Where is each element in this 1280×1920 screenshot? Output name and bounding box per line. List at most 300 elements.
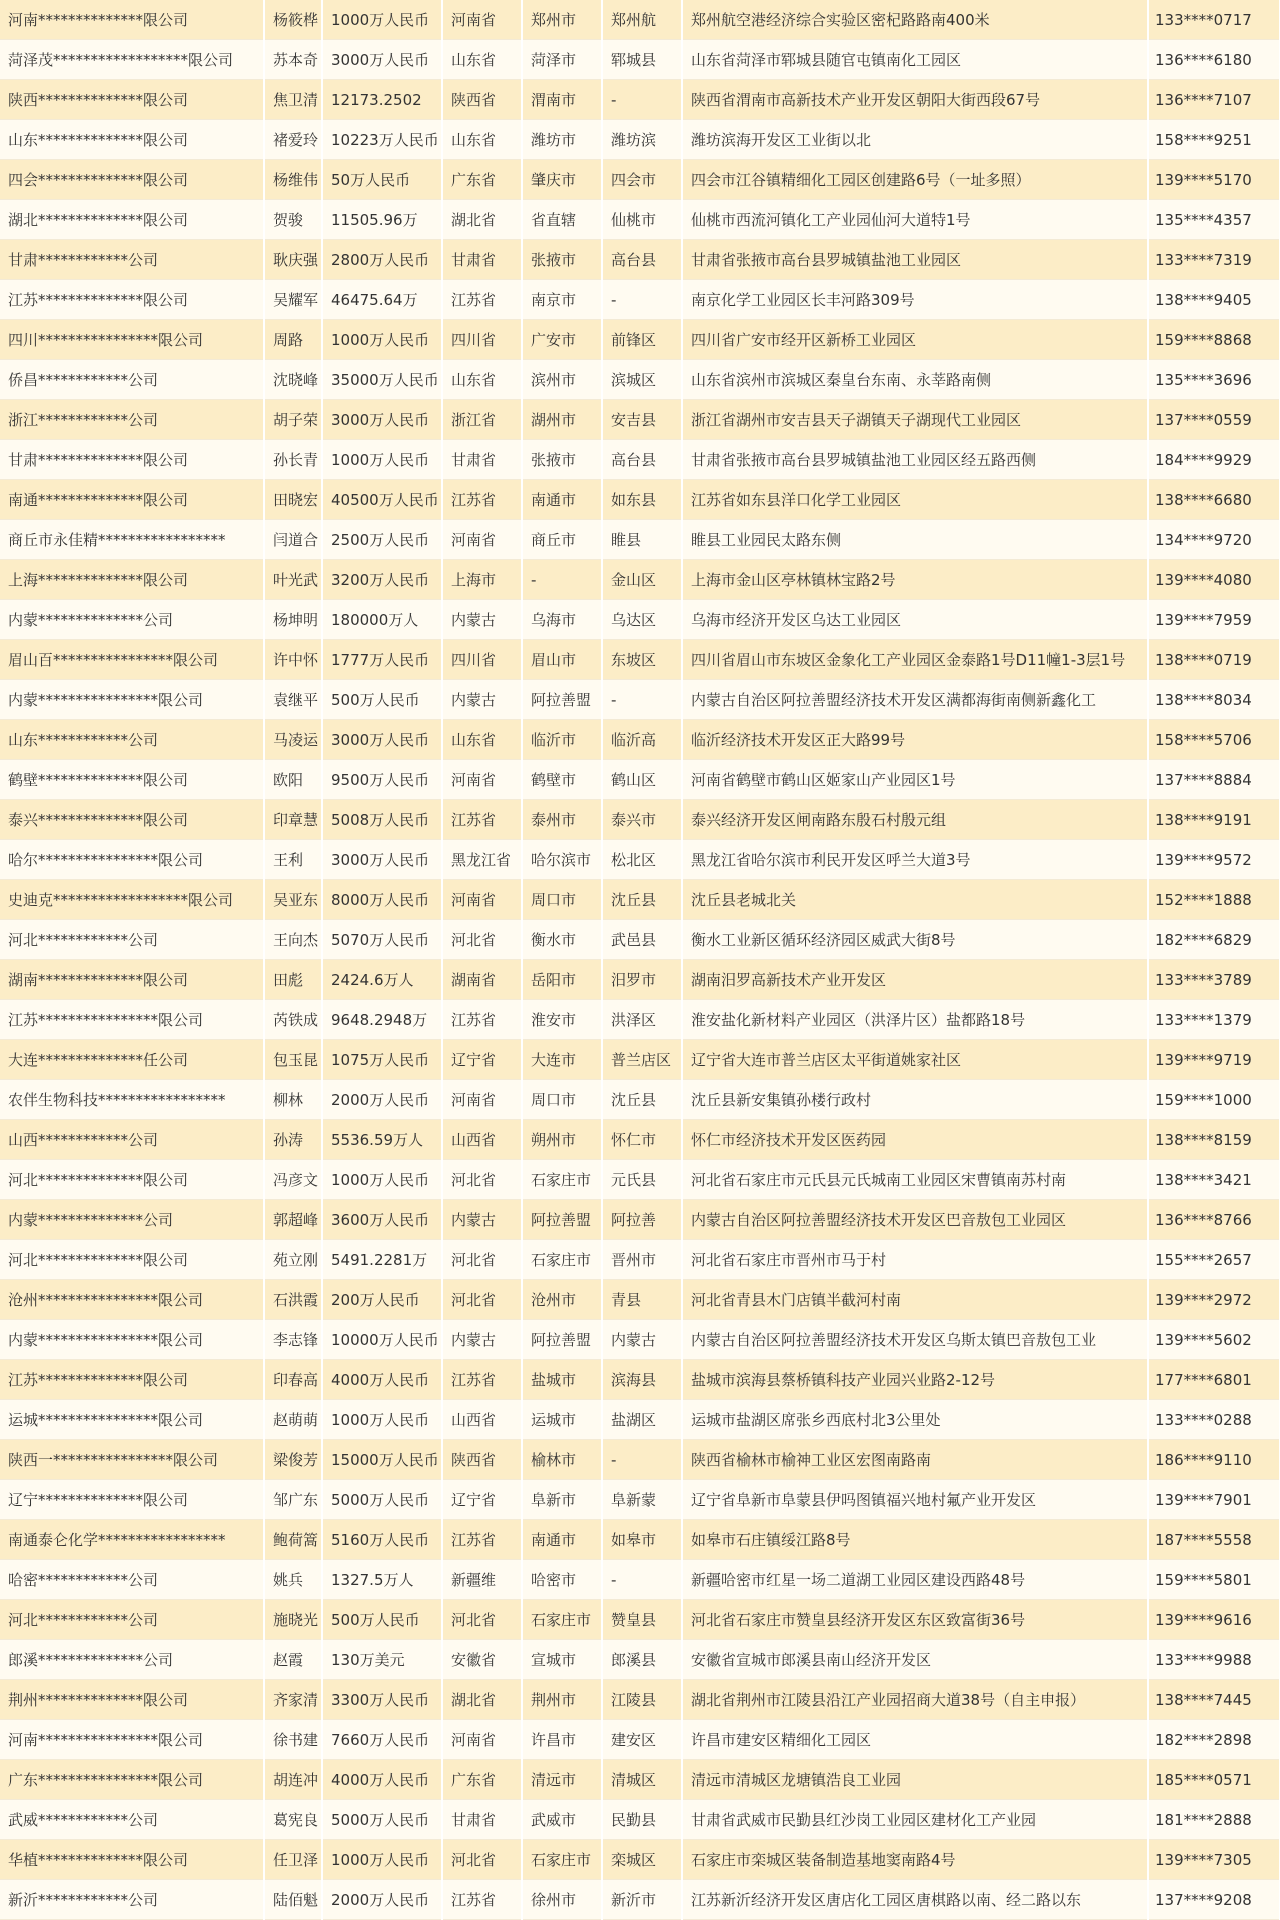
district-cell: 民勤县	[602, 1800, 682, 1840]
city-cell: 省直辖	[522, 200, 602, 240]
province-cell: 江苏省	[442, 1880, 522, 1920]
district-cell: 江陵县	[602, 1680, 682, 1720]
address-cell: 内蒙古自治区阿拉善盟经济技术开发区满都海街南侧新鑫化工	[682, 680, 1148, 720]
table-row	[0, 1040, 1280, 1080]
phone-cell: 159****5801	[1148, 1560, 1280, 1600]
capital-cell: 1000万人民币	[322, 1400, 442, 1440]
capital-cell: 5536.59万人	[322, 1120, 442, 1160]
table-row	[0, 600, 1280, 640]
district-cell: 郓城县	[602, 40, 682, 80]
company-name-cell: 河北**************限公司	[0, 1160, 264, 1200]
province-cell: 河南省	[442, 1720, 522, 1760]
company-name-cell: 河北************公司	[0, 1600, 264, 1640]
district-cell: 郎溪县	[602, 1640, 682, 1680]
address-cell: 潍坊滨海开发区工业街以北	[682, 120, 1148, 160]
district-cell: 潍坊滨	[602, 120, 682, 160]
district-cell: 阜新蒙	[602, 1480, 682, 1520]
province-cell: 山东省	[442, 720, 522, 760]
phone-cell: 135****4357	[1148, 200, 1280, 240]
phone-cell: 138****8159	[1148, 1120, 1280, 1160]
address-cell: 内蒙古自治区阿拉善盟经济技术开发区乌斯太镇巴音敖包工业	[682, 1320, 1148, 1360]
province-cell: 江苏省	[442, 800, 522, 840]
phone-cell: 139****7901	[1148, 1480, 1280, 1520]
phone-cell: 158****5706	[1148, 720, 1280, 760]
district-cell: 松北区	[602, 840, 682, 880]
phone-cell: 133****0288	[1148, 1400, 1280, 1440]
company-name-cell: 湖北**************限公司	[0, 200, 264, 240]
legal-rep-cell: 褚爱玲	[264, 120, 322, 160]
phone-cell: 139****4080	[1148, 560, 1280, 600]
capital-cell: 10000万人民币	[322, 1320, 442, 1360]
capital-cell: 1000万人民币	[322, 320, 442, 360]
district-cell: -	[602, 280, 682, 320]
capital-cell: 5000万人民币	[322, 1480, 442, 1520]
phone-cell: 139****7305	[1148, 1840, 1280, 1880]
legal-rep-cell: 鲍荷篙	[264, 1520, 322, 1560]
address-cell: 盐城市滨海县蔡桥镇科技产业园兴业路2-12号	[682, 1360, 1148, 1400]
phone-cell: 139****9719	[1148, 1040, 1280, 1080]
company-name-cell: 陕西**************限公司	[0, 80, 264, 120]
province-cell: 湖北省	[442, 1680, 522, 1720]
province-cell: 黑龙江省	[442, 840, 522, 880]
phone-cell: 139****5170	[1148, 160, 1280, 200]
table-row	[0, 680, 1280, 720]
table-row	[0, 1760, 1280, 1800]
city-cell: 湖州市	[522, 400, 602, 440]
district-cell: 东坡区	[602, 640, 682, 680]
company-name-cell: 内蒙****************限公司	[0, 1320, 264, 1360]
capital-cell: 3000万人民币	[322, 400, 442, 440]
district-cell: 清城区	[602, 1760, 682, 1800]
company-name-cell: 河南****************限公司	[0, 1720, 264, 1760]
city-cell: 眉山市	[522, 640, 602, 680]
address-cell: 衡水工业新区循环经济园区威武大街8号	[682, 920, 1148, 960]
capital-cell: 3000万人民币	[322, 40, 442, 80]
capital-cell: 5008万人民币	[322, 800, 442, 840]
address-cell: 湖南汨罗高新技术产业开发区	[682, 960, 1148, 1000]
district-cell: 睢县	[602, 520, 682, 560]
capital-cell: 3600万人民币	[322, 1200, 442, 1240]
phone-cell: 155****2657	[1148, 1240, 1280, 1280]
city-cell: 广安市	[522, 320, 602, 360]
district-cell: 沈丘县	[602, 880, 682, 920]
province-cell: 内蒙古	[442, 600, 522, 640]
district-cell: 元氏县	[602, 1160, 682, 1200]
company-name-cell: 商丘市永佳精*****************	[0, 520, 264, 560]
province-cell: 内蒙古	[442, 1320, 522, 1360]
company-name-cell: 内蒙**************公司	[0, 600, 264, 640]
company-name-cell: 上海**************限公司	[0, 560, 264, 600]
legal-rep-cell: 杨筱桦	[264, 0, 322, 40]
capital-cell: 1075万人民币	[322, 1040, 442, 1080]
province-cell: 河北省	[442, 1240, 522, 1280]
address-cell: 甘肃省张掖市高台县罗城镇盐池工业园区经五路西侧	[682, 440, 1148, 480]
city-cell: 哈尔滨市	[522, 840, 602, 880]
legal-rep-cell: 沈晓峰	[264, 360, 322, 400]
table-row	[0, 1160, 1280, 1200]
phone-cell: 181****2888	[1148, 1800, 1280, 1840]
table-row	[0, 0, 1280, 40]
capital-cell: 1777万人民币	[322, 640, 442, 680]
capital-cell: 3300万人民币	[322, 1680, 442, 1720]
city-cell: 南通市	[522, 1520, 602, 1560]
address-cell: 山东省菏泽市郓城县随官屯镇南化工园区	[682, 40, 1148, 80]
capital-cell: 3000万人民币	[322, 840, 442, 880]
address-cell: 山东省滨州市滨城区秦皇台东南、永莘路南侧	[682, 360, 1148, 400]
capital-cell: 5070万人民币	[322, 920, 442, 960]
province-cell: 上海市	[442, 560, 522, 600]
address-cell: 沈丘县老城北关	[682, 880, 1148, 920]
company-name-cell: 侨昌************公司	[0, 360, 264, 400]
phone-cell: 139****9572	[1148, 840, 1280, 880]
company-name-cell: 南通**************限公司	[0, 480, 264, 520]
district-cell: 如东县	[602, 480, 682, 520]
province-cell: 甘肃省	[442, 240, 522, 280]
city-cell: 宣城市	[522, 1640, 602, 1680]
company-name-cell: 内蒙**************公司	[0, 1200, 264, 1240]
address-cell: 甘肃省武威市民勤县红沙岗工业园区建材化工产业园	[682, 1800, 1148, 1840]
company-name-cell: 江苏****************限公司	[0, 1000, 264, 1040]
table-row	[0, 120, 1280, 160]
phone-cell: 184****9929	[1148, 440, 1280, 480]
table-row	[0, 1360, 1280, 1400]
district-cell: 高台县	[602, 240, 682, 280]
legal-rep-cell: 苑立刚	[264, 1240, 322, 1280]
table-row	[0, 160, 1280, 200]
capital-cell: 2424.6万人	[322, 960, 442, 1000]
city-cell: 阿拉善盟	[522, 1200, 602, 1240]
province-cell: 内蒙古	[442, 1200, 522, 1240]
address-cell: 河北省石家庄市晋州市马于村	[682, 1240, 1148, 1280]
province-cell: 山西省	[442, 1120, 522, 1160]
capital-cell: 3200万人民币	[322, 560, 442, 600]
province-cell: 内蒙古	[442, 680, 522, 720]
table-row	[0, 1720, 1280, 1760]
district-cell: 鹤山区	[602, 760, 682, 800]
legal-rep-cell: 邹广东	[264, 1480, 322, 1520]
table-row	[0, 1080, 1280, 1120]
district-cell: 乌达区	[602, 600, 682, 640]
phone-cell: 185****0571	[1148, 1760, 1280, 1800]
province-cell: 江苏省	[442, 1360, 522, 1400]
district-cell: 滨城区	[602, 360, 682, 400]
legal-rep-cell: 印章慧	[264, 800, 322, 840]
legal-rep-cell: 芮铁成	[264, 1000, 322, 1040]
city-cell: 阜新市	[522, 1480, 602, 1520]
province-cell: 河南省	[442, 520, 522, 560]
table-row	[0, 1000, 1280, 1040]
table-row	[0, 640, 1280, 680]
phone-cell: 137****9208	[1148, 1880, 1280, 1920]
city-cell: 石家庄市	[522, 1240, 602, 1280]
district-cell: 沈丘县	[602, 1080, 682, 1120]
city-cell: 乌海市	[522, 600, 602, 640]
legal-rep-cell: 梁俊芳	[264, 1440, 322, 1480]
table-row	[0, 400, 1280, 440]
district-cell: 青县	[602, 1280, 682, 1320]
city-cell: 泰州市	[522, 800, 602, 840]
capital-cell: 500万人民币	[322, 680, 442, 720]
company-name-cell: 沧州****************限公司	[0, 1280, 264, 1320]
legal-rep-cell: 李志锋	[264, 1320, 322, 1360]
province-cell: 河北省	[442, 1280, 522, 1320]
city-cell: 大连市	[522, 1040, 602, 1080]
table-row	[0, 440, 1280, 480]
city-cell: 阿拉善盟	[522, 680, 602, 720]
table-row	[0, 240, 1280, 280]
province-cell: 山东省	[442, 40, 522, 80]
district-cell: 临沂高	[602, 720, 682, 760]
address-cell: 如皋市石庄镇绥江路8号	[682, 1520, 1148, 1560]
table-row	[0, 1520, 1280, 1560]
company-name-cell: 鹤壁**************限公司	[0, 760, 264, 800]
district-cell: 金山区	[602, 560, 682, 600]
capital-cell: 4000万人民币	[322, 1360, 442, 1400]
company-name-cell: 农伴生物科技*****************	[0, 1080, 264, 1120]
address-cell: 内蒙古自治区阿拉善盟经济技术开发区巴音敖包工业园区	[682, 1200, 1148, 1240]
table-row	[0, 1400, 1280, 1440]
province-cell: 江苏省	[442, 1520, 522, 1560]
capital-cell: 1000万人民币	[322, 440, 442, 480]
address-cell: 江苏新沂经济开发区唐店化工园区唐棋路以南、经二路以东	[682, 1880, 1148, 1920]
capital-cell: 1000万人民币	[322, 1840, 442, 1880]
address-cell: 许昌市建安区精细化工园区	[682, 1720, 1148, 1760]
company-name-cell: 江苏**************限公司	[0, 280, 264, 320]
phone-cell: 134****9720	[1148, 520, 1280, 560]
legal-rep-cell: 闫道合	[264, 520, 322, 560]
city-cell: 渭南市	[522, 80, 602, 120]
table-row	[0, 1840, 1280, 1880]
capital-cell: 40500万人民币	[322, 480, 442, 520]
capital-cell: 46475.64万	[322, 280, 442, 320]
address-cell: 沈丘县新安集镇孙楼行政村	[682, 1080, 1148, 1120]
city-cell: 运城市	[522, 1400, 602, 1440]
table-row	[0, 1280, 1280, 1320]
address-cell: 辽宁省阜新市阜蒙县伊吗图镇福兴地村氟产业开发区	[682, 1480, 1148, 1520]
district-cell: 武邑县	[602, 920, 682, 960]
province-cell: 山东省	[442, 120, 522, 160]
district-cell: 怀仁市	[602, 1120, 682, 1160]
city-cell: 南京市	[522, 280, 602, 320]
company-name-cell: 武威************公司	[0, 1800, 264, 1840]
province-cell: 河北省	[442, 1600, 522, 1640]
address-cell: 四川省广安市经开区新桥工业园区	[682, 320, 1148, 360]
table-row	[0, 280, 1280, 320]
table-row	[0, 320, 1280, 360]
legal-rep-cell: 印春高	[264, 1360, 322, 1400]
capital-cell: 180000万人	[322, 600, 442, 640]
city-cell: -	[522, 560, 602, 600]
legal-rep-cell: 石洪霞	[264, 1280, 322, 1320]
legal-rep-cell: 焦卫清	[264, 80, 322, 120]
company-name-cell: 浙江************公司	[0, 400, 264, 440]
province-cell: 湖北省	[442, 200, 522, 240]
city-cell: 衡水市	[522, 920, 602, 960]
legal-rep-cell: 孙涛	[264, 1120, 322, 1160]
table-row	[0, 800, 1280, 840]
table-row	[0, 1600, 1280, 1640]
district-cell: 仙桃市	[602, 200, 682, 240]
phone-cell: 135****3696	[1148, 360, 1280, 400]
capital-cell: 9500万人民币	[322, 760, 442, 800]
capital-cell: 200万人民币	[322, 1280, 442, 1320]
address-cell: 清远市清城区龙塘镇浩良工业园	[682, 1760, 1148, 1800]
address-cell: 河南省鹤壁市鹤山区姬家山产业园区1号	[682, 760, 1148, 800]
city-cell: 淮安市	[522, 1000, 602, 1040]
address-cell: 辽宁省大连市普兰店区太平街道姚家社区	[682, 1040, 1148, 1080]
phone-cell: 136****8766	[1148, 1200, 1280, 1240]
company-name-cell: 河北**************限公司	[0, 1240, 264, 1280]
province-cell: 河北省	[442, 1160, 522, 1200]
city-cell: 潍坊市	[522, 120, 602, 160]
capital-cell: 5160万人民币	[322, 1520, 442, 1560]
table-row	[0, 520, 1280, 560]
legal-rep-cell: 任卫泽	[264, 1840, 322, 1880]
phone-cell: 139****7959	[1148, 600, 1280, 640]
capital-cell: 2000万人民币	[322, 1080, 442, 1120]
capital-cell: 2500万人民币	[322, 520, 442, 560]
company-name-cell: 南通泰仑化学*****************	[0, 1520, 264, 1560]
phone-cell: 139****2972	[1148, 1280, 1280, 1320]
legal-rep-cell: 袁继平	[264, 680, 322, 720]
phone-cell: 139****5602	[1148, 1320, 1280, 1360]
table-row	[0, 1480, 1280, 1520]
capital-cell: 5000万人民币	[322, 1800, 442, 1840]
city-cell: 阿拉善盟	[522, 1320, 602, 1360]
district-cell: -	[602, 1440, 682, 1480]
table-row	[0, 1240, 1280, 1280]
company-name-cell: 山东**************限公司	[0, 120, 264, 160]
province-cell: 河南省	[442, 1080, 522, 1120]
phone-cell: 133****9988	[1148, 1640, 1280, 1680]
phone-cell: 133****3789	[1148, 960, 1280, 1000]
city-cell: 商丘市	[522, 520, 602, 560]
company-name-cell: 史迪克******************限公司	[0, 880, 264, 920]
province-cell: 江苏省	[442, 1000, 522, 1040]
legal-rep-cell: 欧阳	[264, 760, 322, 800]
city-cell: 许昌市	[522, 1720, 602, 1760]
province-cell: 山西省	[442, 1400, 522, 1440]
city-cell: 徐州市	[522, 1880, 602, 1920]
company-name-cell: 辽宁**************限公司	[0, 1480, 264, 1520]
table-row	[0, 760, 1280, 800]
province-cell: 河北省	[442, 920, 522, 960]
phone-cell: 133****7319	[1148, 240, 1280, 280]
company-name-cell: 湖南**************限公司	[0, 960, 264, 1000]
legal-rep-cell: 赵萌萌	[264, 1400, 322, 1440]
table-row	[0, 840, 1280, 880]
capital-cell: 1000万人民币	[322, 0, 442, 40]
legal-rep-cell: 贺骏	[264, 200, 322, 240]
legal-rep-cell: 田晓宏	[264, 480, 322, 520]
province-cell: 江苏省	[442, 280, 522, 320]
province-cell: 四川省	[442, 640, 522, 680]
address-cell: 新疆哈密市红星一场二道湖工业园区建设西路48号	[682, 1560, 1148, 1600]
table-row	[0, 1880, 1280, 1920]
table-row	[0, 1200, 1280, 1240]
capital-cell: 11505.96万	[322, 200, 442, 240]
legal-rep-cell: 葛宪良	[264, 1800, 322, 1840]
district-cell: -	[602, 1560, 682, 1600]
phone-cell: 182****6829	[1148, 920, 1280, 960]
city-cell: 沧州市	[522, 1280, 602, 1320]
table-row	[0, 360, 1280, 400]
phone-cell: 137****8884	[1148, 760, 1280, 800]
legal-rep-cell: 苏本奇	[264, 40, 322, 80]
address-cell: 湖北省荆州市江陵县沿江产业园招商大道38号（自主申报）	[682, 1680, 1148, 1720]
address-cell: 乌海市经济开发区乌达工业园区	[682, 600, 1148, 640]
capital-cell: 130万美元	[322, 1640, 442, 1680]
company-name-cell: 菏泽茂******************限公司	[0, 40, 264, 80]
phone-cell: 187****5558	[1148, 1520, 1280, 1560]
legal-rep-cell: 周路	[264, 320, 322, 360]
province-cell: 甘肃省	[442, 1800, 522, 1840]
address-cell: 浙江省湖州市安吉县天子湖镇天子湖现代工业园区	[682, 400, 1148, 440]
district-cell: 洪泽区	[602, 1000, 682, 1040]
city-cell: 朔州市	[522, 1120, 602, 1160]
address-cell: 南京化学工业园区长丰河路309号	[682, 280, 1148, 320]
company-name-cell: 大连**************任公司	[0, 1040, 264, 1080]
district-cell: 安吉县	[602, 400, 682, 440]
phone-cell: 159****8868	[1148, 320, 1280, 360]
capital-cell: 8000万人民币	[322, 880, 442, 920]
city-cell: 石家庄市	[522, 1160, 602, 1200]
capital-cell: 5491.2281万	[322, 1240, 442, 1280]
table-row	[0, 80, 1280, 120]
legal-rep-cell: 郭超峰	[264, 1200, 322, 1240]
phone-cell: 138****9405	[1148, 280, 1280, 320]
capital-cell: 2000万人民币	[322, 1880, 442, 1920]
capital-cell: 10223万人民币	[322, 120, 442, 160]
district-cell: 滨海县	[602, 1360, 682, 1400]
company-name-cell: 泰兴**************限公司	[0, 800, 264, 840]
address-cell: 安徽省宣城市郎溪县南山经济开发区	[682, 1640, 1148, 1680]
phone-cell: 152****1888	[1148, 880, 1280, 920]
district-cell: 普兰店区	[602, 1040, 682, 1080]
province-cell: 陕西省	[442, 1440, 522, 1480]
address-cell: 睢县工业园民太路东侧	[682, 520, 1148, 560]
district-cell: 阿拉善	[602, 1200, 682, 1240]
district-cell: 前锋区	[602, 320, 682, 360]
legal-rep-cell: 施晓光	[264, 1600, 322, 1640]
city-cell: 盐城市	[522, 1360, 602, 1400]
phone-cell: 138****6680	[1148, 480, 1280, 520]
district-cell: 泰兴市	[602, 800, 682, 840]
district-cell: 新沂市	[602, 1880, 682, 1920]
company-name-cell: 山东************公司	[0, 720, 264, 760]
legal-rep-cell: 胡连冲	[264, 1760, 322, 1800]
company-name-cell: 江苏**************限公司	[0, 1360, 264, 1400]
province-cell: 安徽省	[442, 1640, 522, 1680]
company-name-cell: 哈尔****************限公司	[0, 840, 264, 880]
table-row	[0, 1560, 1280, 1600]
city-cell: 榆林市	[522, 1440, 602, 1480]
table-row	[0, 200, 1280, 240]
address-cell: 黑龙江省哈尔滨市利民开发区呼兰大道3号	[682, 840, 1148, 880]
capital-cell: 4000万人民币	[322, 1760, 442, 1800]
address-cell: 怀仁市经济技术开发区医药园	[682, 1120, 1148, 1160]
legal-rep-cell: 耿庆强	[264, 240, 322, 280]
capital-cell: 3000万人民币	[322, 720, 442, 760]
province-cell: 陕西省	[442, 80, 522, 120]
address-cell: 甘肃省张掖市高台县罗城镇盐池工业园区	[682, 240, 1148, 280]
legal-rep-cell: 陆佰魁	[264, 1880, 322, 1920]
phone-cell: 138****7445	[1148, 1680, 1280, 1720]
company-name-cell: 郎溪**************公司	[0, 1640, 264, 1680]
company-name-cell: 陕西一****************限公司	[0, 1440, 264, 1480]
legal-rep-cell: 吴耀军	[264, 280, 322, 320]
province-cell: 山东省	[442, 360, 522, 400]
